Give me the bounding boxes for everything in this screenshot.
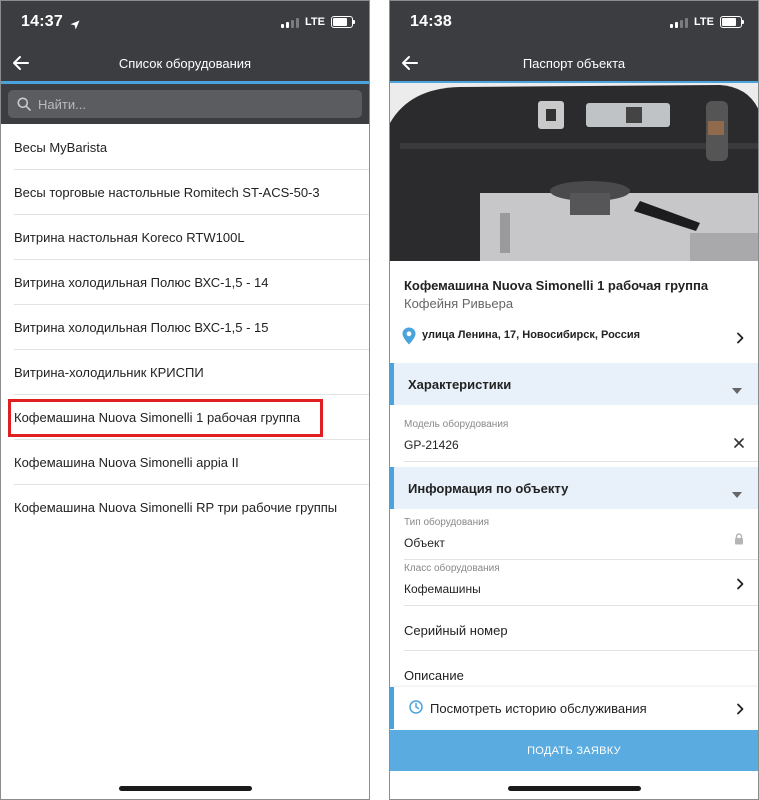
description-field[interactable] (404, 651, 758, 687)
location-arrow-icon (70, 17, 80, 35)
section-title: Информация по объекту (408, 481, 569, 496)
status-bar (390, 1, 758, 45)
network-type: LTE (305, 16, 325, 28)
battery-icon (720, 16, 742, 28)
list-item[interactable]: Весы торговые настольные Romitech ST-ACS-50-3 (14, 170, 369, 215)
object-title: Кофемашина Nuova Simonelli 1 рабочая группа (404, 278, 709, 293)
equipment-type-value: Объект (404, 536, 445, 550)
navigation-bar (390, 45, 758, 84)
serial-number-label: Серийный номер (404, 623, 508, 638)
lock-icon (734, 532, 744, 550)
page-title: Список оборудования (118, 56, 252, 71)
section-title: Характеристики (408, 377, 512, 392)
service-history-button[interactable] (390, 687, 758, 729)
search-box[interactable] (8, 90, 362, 118)
address-text: улица Ленина, 17, Новосибирск, Россия (422, 329, 641, 341)
navigation-bar (1, 45, 369, 84)
section-characteristics-header[interactable] (390, 363, 758, 405)
signal-icon (670, 17, 688, 28)
equipment-class-value: Кофемашины (404, 582, 481, 596)
list-item[interactable]: Витрина-холодильник КРИСПИ (14, 350, 369, 395)
caret-down-icon (732, 381, 742, 399)
equipment-type-label: Тип оборудования (404, 517, 490, 528)
clock-icon (409, 700, 423, 719)
home-indicator (508, 786, 641, 791)
clear-icon[interactable] (734, 435, 744, 453)
status-time: 14:37 (21, 13, 63, 30)
chevron-right-icon (736, 331, 744, 349)
signal-icon (281, 17, 299, 28)
equipment-list (1, 125, 369, 530)
battery-icon (331, 16, 353, 28)
equipment-class-label: Класс оборудования (404, 563, 500, 574)
submit-request-button[interactable]: ПОДАТЬ ЗАЯВКУ (390, 730, 758, 771)
status-indicators (670, 16, 742, 28)
list-item[interactable]: Весы MyBarista (14, 125, 369, 170)
object-passport-screen (389, 0, 759, 800)
network-type: LTE (694, 16, 714, 28)
list-item[interactable]: Кофемашина Nuova Simonelli appia II (14, 440, 369, 485)
equipment-photo (390, 83, 758, 261)
status-indicators (281, 16, 353, 28)
list-item-highlighted[interactable]: Кофемашина Nuova Simonelli 1 рабочая группа (14, 395, 369, 440)
serial-number-field[interactable] (404, 606, 758, 651)
description-label: Описание (404, 668, 464, 683)
list-item[interactable]: Витрина холодильная Полюс ВХС-1,5 - 15 (14, 305, 369, 350)
list-item[interactable]: Витрина холодильная Полюс ВХС-1,5 - 14 (14, 260, 369, 305)
chevron-right-icon (736, 702, 744, 720)
section-object-info-header[interactable] (390, 467, 758, 509)
service-history-label: Посмотреть историю обслуживания (430, 701, 647, 716)
chevron-right-icon (736, 577, 744, 595)
equipment-type-field (404, 511, 758, 560)
list-item[interactable]: Кофемашина Nuova Simonelli RP три рабочие группы (14, 500, 338, 515)
search-icon (17, 97, 31, 116)
caret-down-icon (732, 485, 742, 503)
search-bar (1, 84, 369, 124)
address-row[interactable] (390, 319, 758, 359)
equipment-list-screen (0, 0, 370, 800)
equipment-class-field[interactable] (404, 560, 758, 606)
list-item[interactable]: Витрина настольная Koreco RTW100L (14, 215, 369, 260)
home-indicator (119, 786, 252, 791)
status-bar (1, 1, 369, 45)
page-title: Паспорт объекта (522, 56, 626, 71)
model-label: Модель оборудования (404, 419, 509, 430)
map-pin-icon (402, 327, 416, 350)
status-time: 14:38 (410, 13, 452, 30)
search-input[interactable] (38, 90, 354, 118)
model-value: GP-21426 (404, 438, 459, 452)
model-field[interactable] (404, 407, 758, 462)
object-subtitle: Кофейня Ривьера (404, 296, 514, 311)
